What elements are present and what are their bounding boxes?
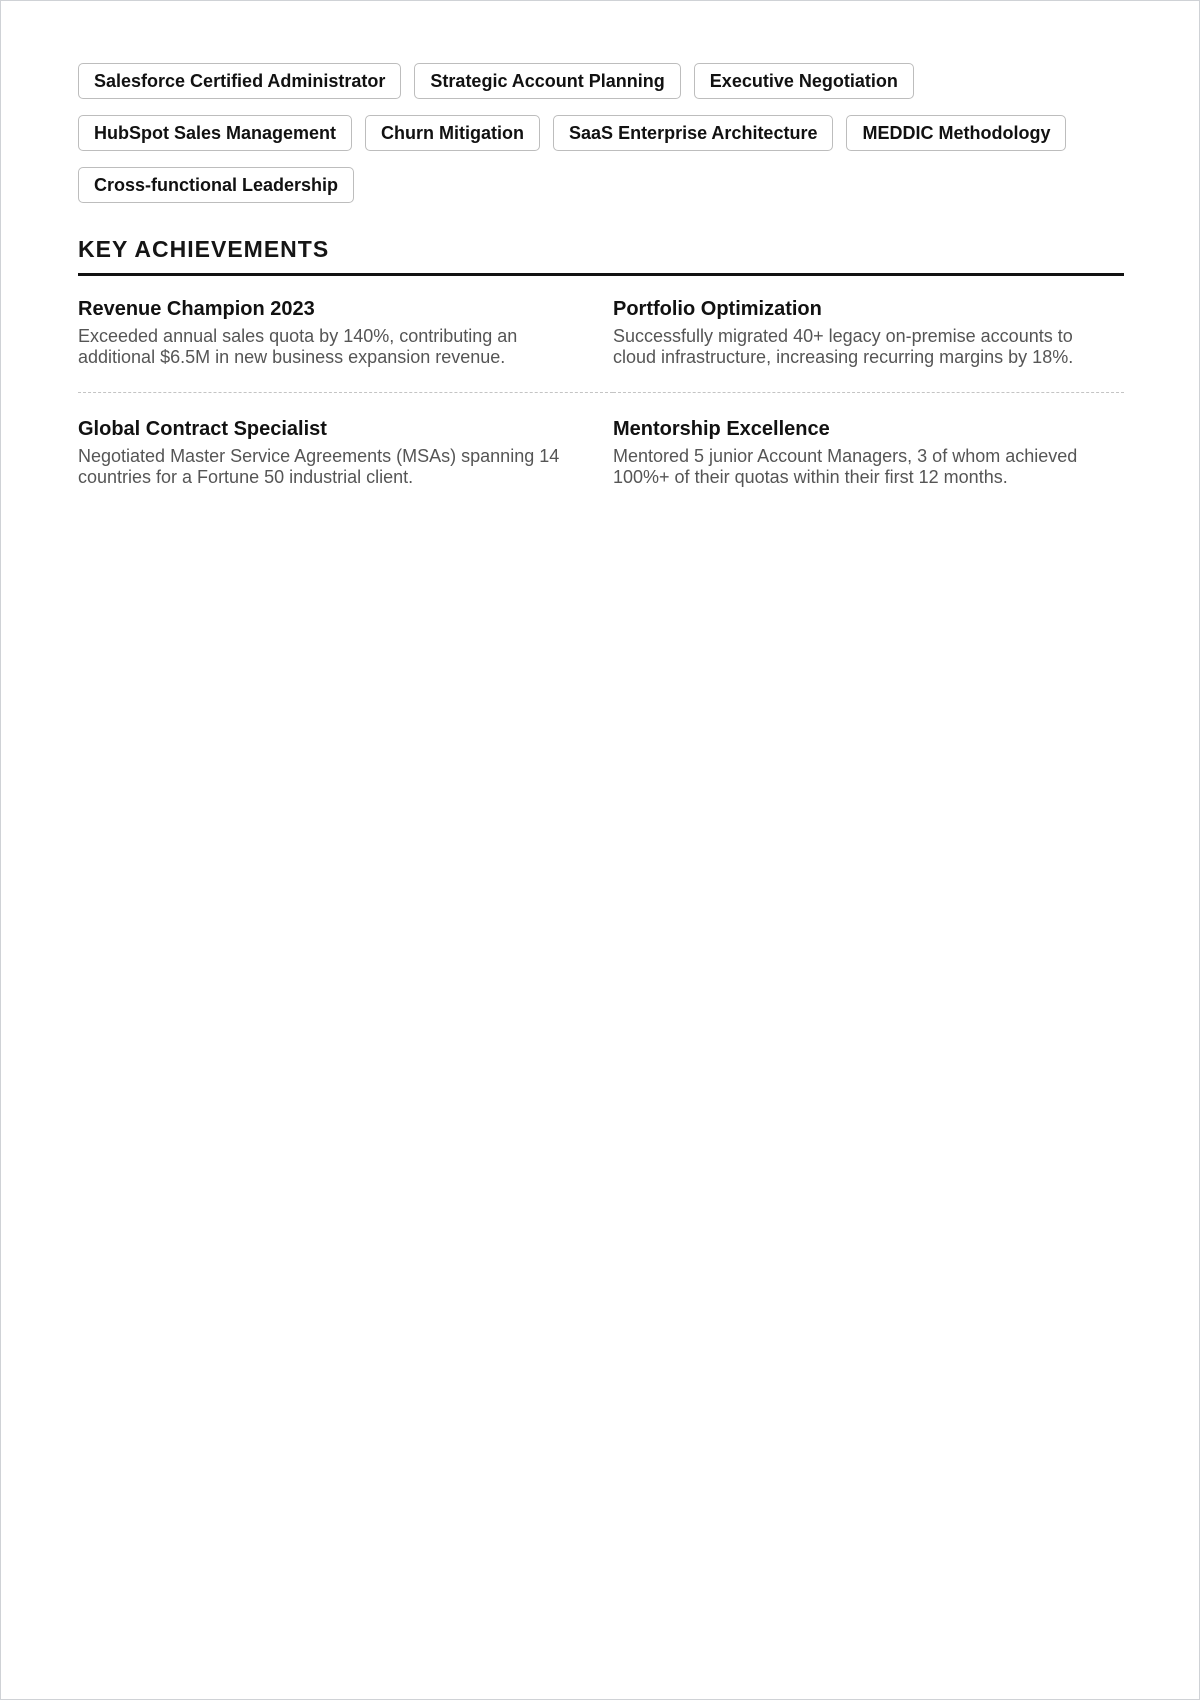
achievement-title: Global Contract Specialist — [78, 418, 327, 440]
achievement-description: Mentored 5 junior Account Managers, 3 of whom achieved 100%+ of their quotas within their first 12 months. — [613, 446, 1078, 487]
skill-tag: MEDDIC Methodology — [846, 115, 1066, 151]
resume-content — [78, 63, 1124, 488]
achievement-description: Successfully migrated 40+ legacy on-premise accounts to cloud infrastructure, increasing recurring margins by 18%. — [613, 326, 1074, 367]
achievement-description: Exceeded annual sales quota by 140%, contributing an additional $6.5M in new business expansion revenue. — [78, 326, 518, 367]
skill-tag: Churn Mitigation — [365, 115, 540, 151]
skills-tag-list — [78, 63, 1124, 203]
achievement-title: Revenue Champion 2023 — [78, 298, 315, 320]
skill-tag: Executive Negotiation — [694, 63, 914, 99]
achievement-title: Mentorship Excellence — [613, 418, 830, 440]
key-achievements-heading: KEY ACHIEVEMENTS — [78, 236, 330, 262]
skill-tag: Strategic Account Planning — [414, 63, 680, 99]
achievement-title: Portfolio Optimization — [613, 298, 822, 320]
skill-tag: SaaS Enterprise Architecture — [553, 115, 833, 151]
achievement-item — [613, 393, 1124, 488]
achievement-item — [78, 393, 613, 488]
achievement-item — [613, 276, 1124, 393]
skill-tag: Salesforce Certified Administrator — [78, 63, 401, 99]
achievements-grid — [78, 276, 1124, 488]
skill-tag: HubSpot Sales Management — [78, 115, 352, 151]
achievement-description: Negotiated Master Service Agreements (MSAs) spanning 14 countries for a Fortune 50 industrial client. — [78, 446, 560, 487]
achievement-item — [78, 276, 613, 393]
skill-tag: Cross-functional Leadership — [78, 167, 354, 203]
